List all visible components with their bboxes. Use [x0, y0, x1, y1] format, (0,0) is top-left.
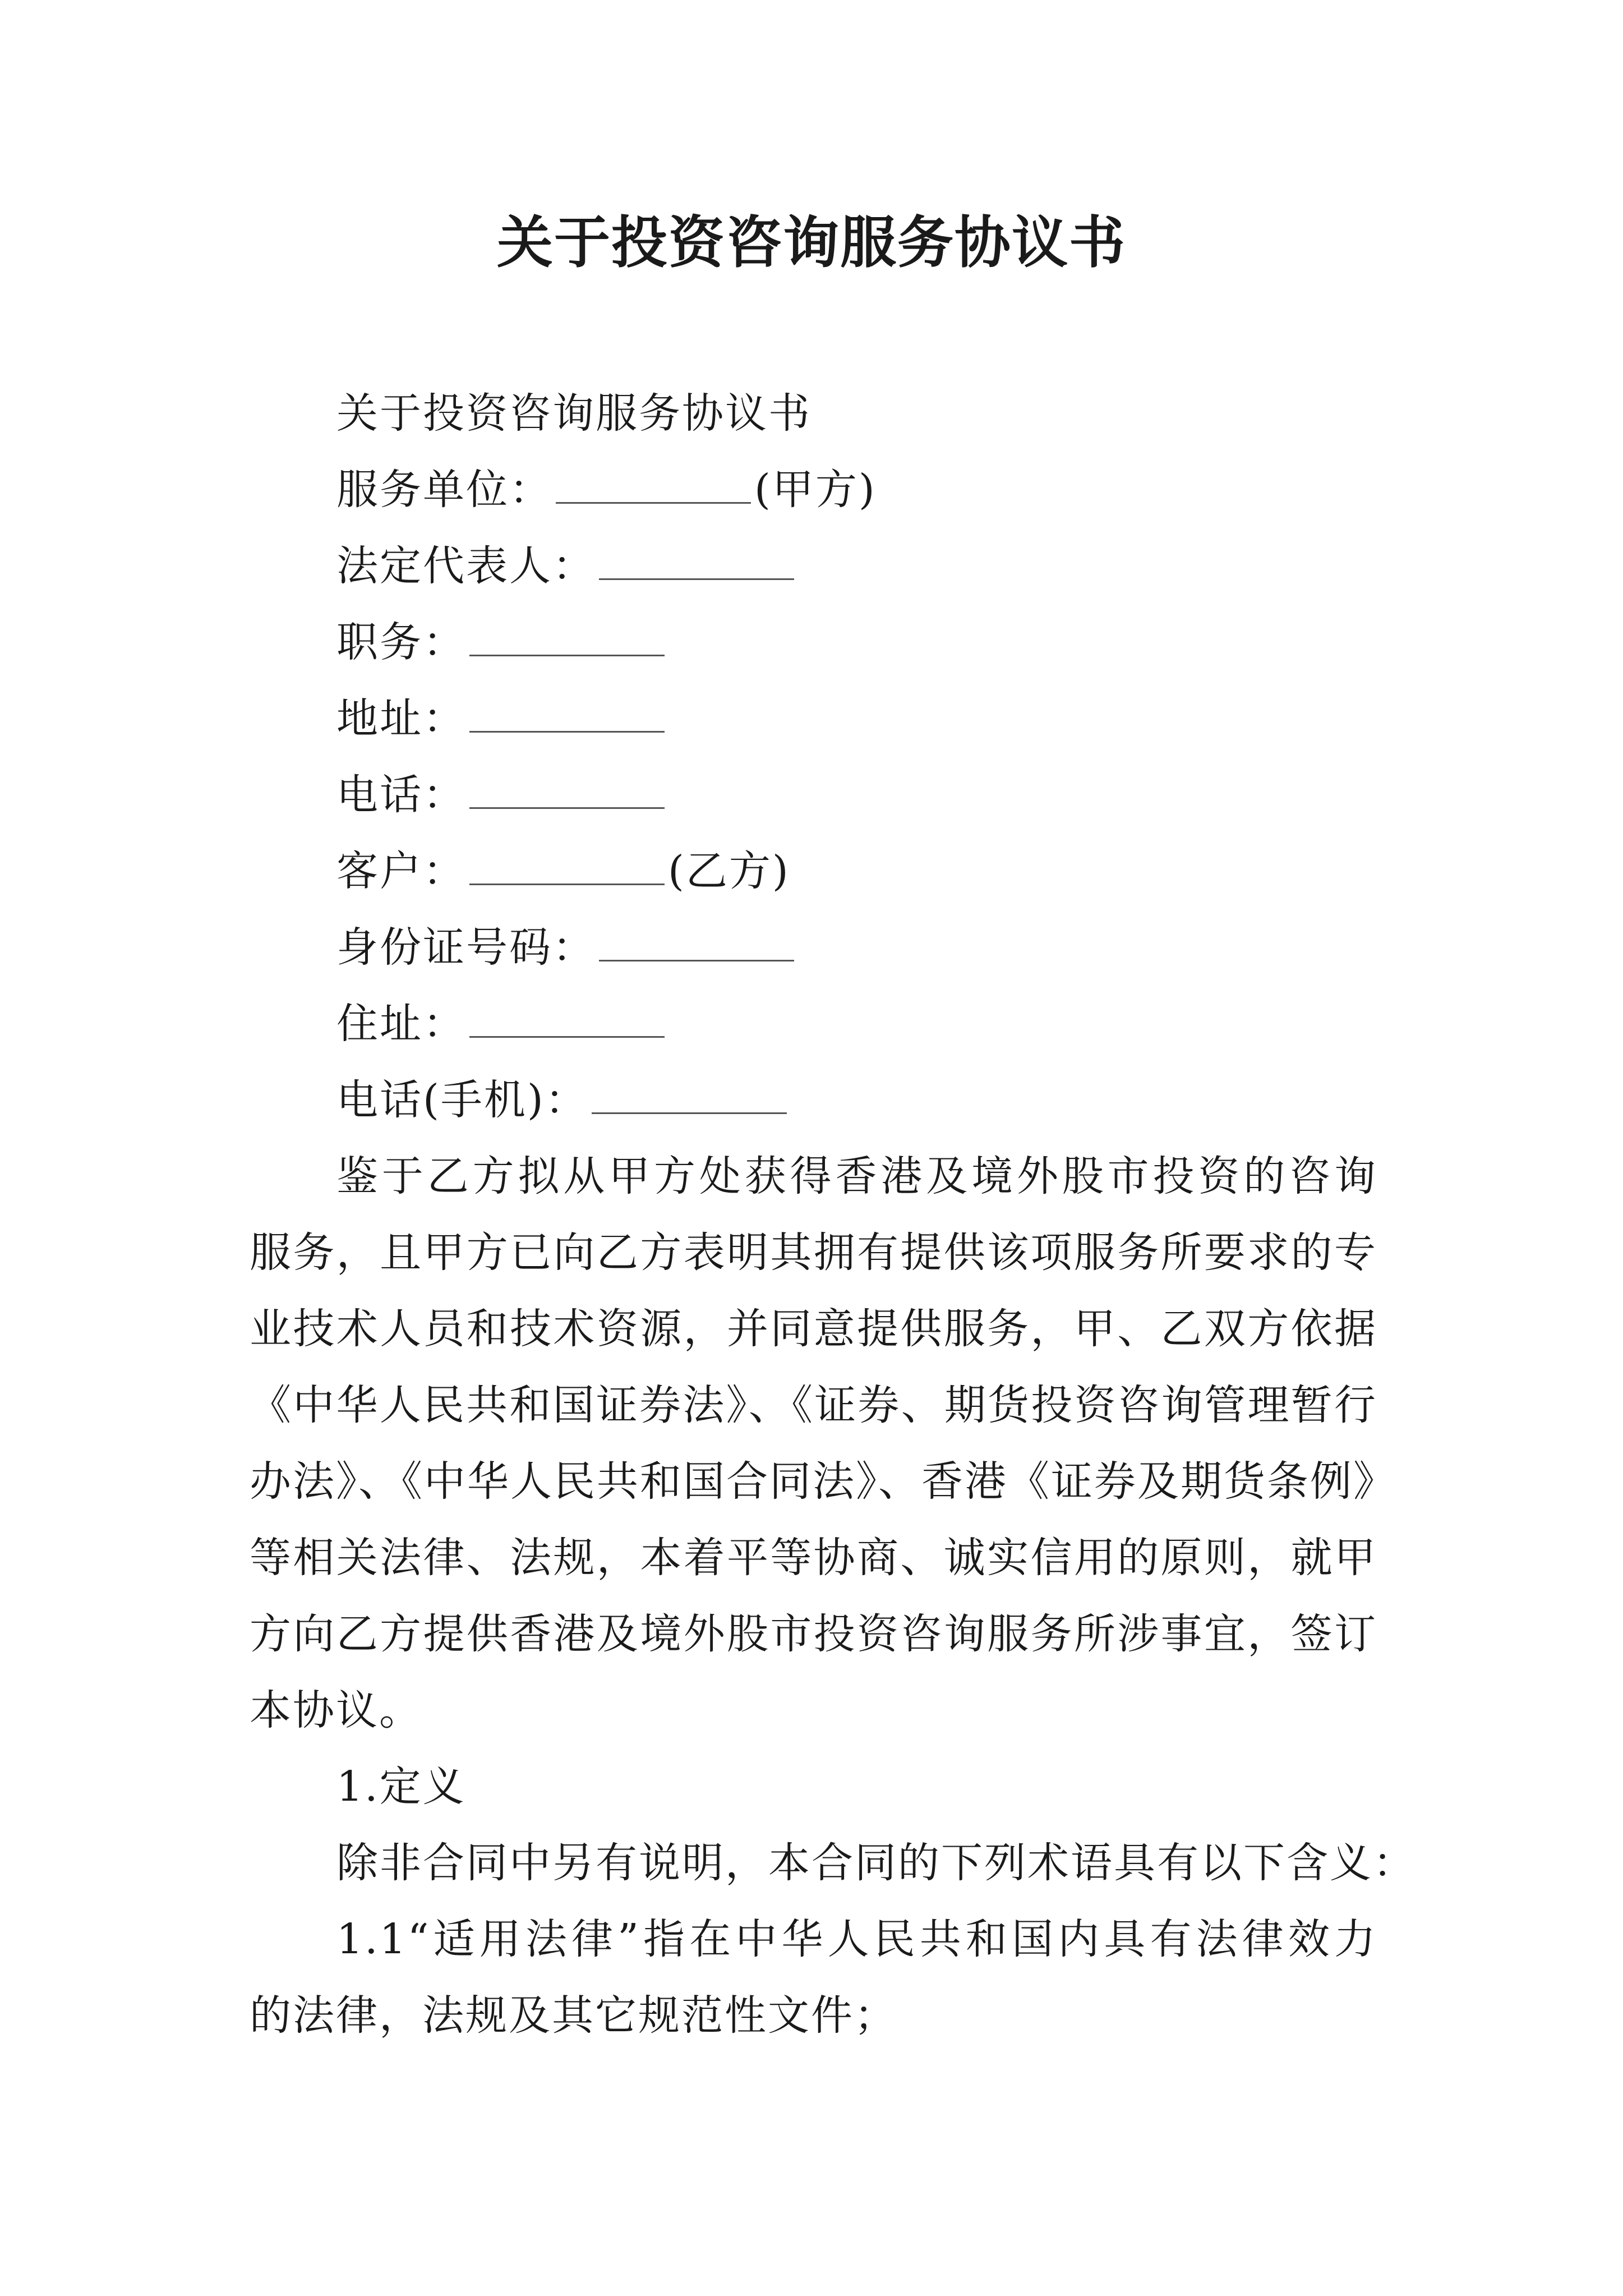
clause-line: 的法律，法规及其它规范性文件； [250, 1991, 897, 2040]
document-subtitle: 关于投资咨询服务协议书 [336, 389, 811, 438]
fill-in-blank [599, 544, 794, 580]
fill-in-blank [469, 849, 665, 885]
preamble-line: 方向乙方提供香港及境外股市投资咨询服务所涉事宜，签订 [250, 1610, 1377, 1658]
field-legal-representative [336, 541, 797, 591]
field-mobile-phone [336, 1075, 790, 1125]
section-intro: 除非合同中另有说明，本合同的下列术语具有以下含义： [336, 1839, 1416, 1887]
field-service-unit [336, 464, 877, 515]
field-phone [336, 770, 668, 820]
field-label: 服务单位： [336, 466, 552, 514]
preamble-line: 办法》、《中华人民共和国合同法》、香港《证券及期货条例》 [250, 1457, 1396, 1506]
fill-in-blank [599, 925, 794, 961]
document-title: 关于投资咨询服务协议书 [497, 209, 1126, 275]
fill-in-blank [469, 696, 665, 733]
field-suffix: (甲方) [754, 466, 877, 514]
field-id-number [336, 922, 797, 973]
field-label: 地址： [336, 694, 466, 743]
field-label: 客户： [336, 847, 466, 895]
clause-line: 1.1“适用法律”指在中华人民共和国内具有法律效力 [336, 1915, 1377, 1963]
preamble-line: 《中华人民共和国证券法》、《证券、期货投资咨询管理暂行 [250, 1381, 1377, 1429]
fill-in-blank [469, 620, 665, 656]
field-label: 住址： [336, 1000, 466, 1048]
field-address [336, 693, 668, 744]
field-label: 电话： [336, 771, 466, 819]
preamble-line: 本协议。 [250, 1686, 422, 1734]
fill-in-blank [469, 772, 665, 809]
field-label: 电话(手机)： [336, 1076, 588, 1124]
fill-in-blank [592, 1078, 787, 1114]
field-client [336, 846, 790, 896]
field-label: 身份证号码： [336, 923, 596, 972]
field-label: 法定代表人： [336, 542, 596, 590]
fill-in-blank [469, 1001, 665, 1038]
section-heading: 1.定义 [336, 1763, 466, 1811]
preamble-line: 等相关法律、法规，本着平等协商、诚实信用的原则，就甲 [250, 1534, 1377, 1582]
preamble-line: 业技术人员和技术资源，并同意提供服务，甲、乙双方依据 [250, 1305, 1377, 1353]
field-residence [336, 999, 668, 1049]
field-suffix: (乙方) [668, 847, 790, 895]
field-position [336, 617, 668, 668]
fill-in-blank [556, 467, 751, 504]
preamble-line: 服务，且甲方已向乙方表明其拥有提供该项服务所要求的专 [250, 1228, 1377, 1277]
field-label: 职务： [336, 618, 466, 666]
preamble-line: 鉴于乙方拟从甲方处获得香港及境外股市投资的咨询 [336, 1152, 1377, 1200]
